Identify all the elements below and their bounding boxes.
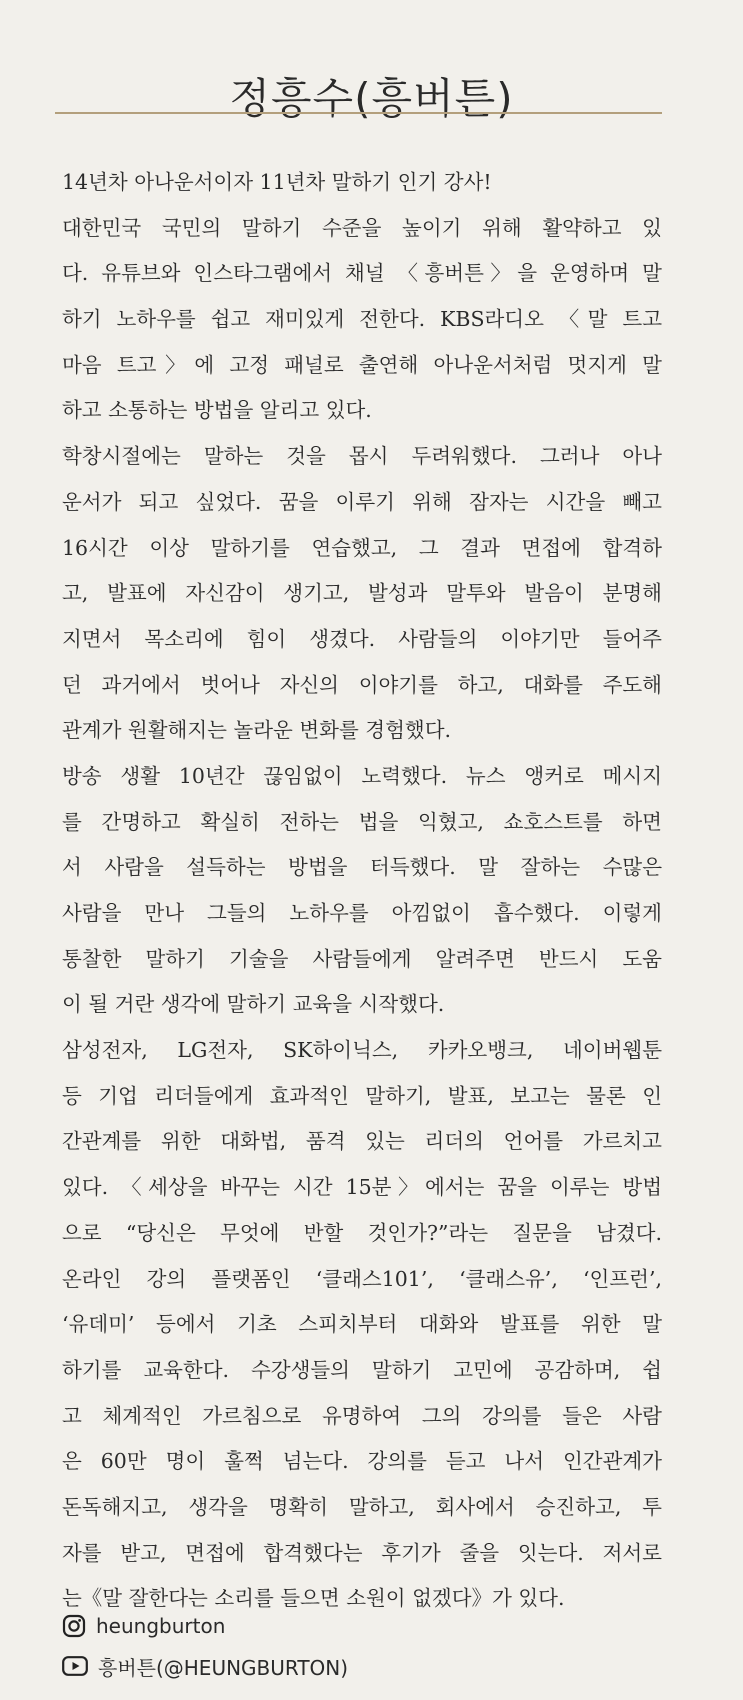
youtube-icon xyxy=(62,1656,88,1676)
youtube-row[interactable] xyxy=(62,1646,662,1686)
bio-line: 돈독해지고, 생각을 명확히 말하고, 회사에서 승진하고, 투 xyxy=(62,1494,662,1519)
bio-line: 하기를 교육한다. 수강생들의 말하기 고민에 공감하며, 쉽 xyxy=(62,1357,662,1382)
bio-line: 고 체계적인 가르침으로 유명하여 그의 강의를 들은 사람 xyxy=(62,1403,662,1428)
bio-line: 방송 생활 10년간 끊임없이 노력했다. 뉴스 앵커로 메시지 xyxy=(62,763,662,788)
bio-line: 하고 소통하는 방법을 알리고 있다. xyxy=(62,398,372,423)
bio-line: 를 간명하고 확실히 전하는 법을 익혔고, 쇼호스트를 하면 xyxy=(62,809,662,834)
bio-line: 마음 트고〉에 고정 패널로 출연해 아나운서처럼 멋지게 말 xyxy=(62,352,662,377)
bio-line: 지면서 목소리에 힘이 생겼다. 사람들의 이야기만 들어주 xyxy=(62,626,662,651)
bio-line: 던 과거에서 벗어나 자신의 이야기를 하고, 대화를 주도해 xyxy=(62,672,662,697)
bio-line: 서 사람을 설득하는 방법을 터득했다. 말 잘하는 수많은 xyxy=(62,855,662,880)
instagram-row[interactable] xyxy=(62,1606,662,1646)
bio-line: 대한민국 국민의 말하기 수준을 높이기 위해 활약하고 있 xyxy=(62,215,662,240)
youtube-handle[interactable]: 흥버튼(@HEUNGBURTON) xyxy=(98,1655,349,1680)
bio-line: 16시간 이상 말하기를 연습했고, 그 결과 면접에 합격하 xyxy=(62,535,662,560)
bio-line: 간관계를 위한 대화법, 품격 있는 리더의 언어를 가르치고 xyxy=(62,1129,662,1154)
bio-line: 는《말 잘한다는 소리를 들으면 소원이 없겠다》가 있다. xyxy=(62,1586,565,1611)
social-links xyxy=(62,1606,662,1686)
bio-line: 학창시절에는 말하는 것을 몹시 두려워했다. 그러나 아나 xyxy=(62,444,662,469)
bio-line: 고, 발표에 자신감이 생기고, 발성과 말투와 발음이 분명해 xyxy=(62,581,662,606)
bio-line: 14년차 아나운서이자 11년차 말하기 인기 강사! xyxy=(62,170,492,194)
bio-line: 통찰한 말하기 기술을 사람들에게 알려주면 반드시 도움 xyxy=(62,946,662,971)
bio-line: 자를 받고, 면접에 합격했다는 후기가 줄을 잇는다. 저서로 xyxy=(62,1540,662,1565)
bio-line: 있다. 〈세상을 바꾸는 시간 15분〉에서는 꿈을 이루는 방법 xyxy=(62,1175,662,1200)
bio-line: 으로 “당신은 무엇에 반할 것인가?”라는 질문을 남겼다. xyxy=(62,1220,662,1245)
bio-line: 삼성전자, LG전자, SK하이닉스, 카카오뱅크, 네이버웹툰 xyxy=(62,1038,662,1063)
title-divider xyxy=(55,112,662,114)
instagram-icon xyxy=(62,1614,86,1638)
page-title: 정흥수(흥버튼) xyxy=(229,74,514,124)
bio-line: 하기 노하우를 쉽고 재미있게 전한다. KBS라디오 〈말 트고 xyxy=(62,307,662,332)
bio-line: 다. 유튜브와 인스타그램에서 채널 〈흥버튼〉을 운영하며 말 xyxy=(62,261,662,286)
bio-line: 이 될 거란 생각에 말하기 교육을 시작했다. xyxy=(62,992,445,1017)
bio-line: 사람을 만나 그들의 노하우를 아낌없이 흡수했다. 이렇게 xyxy=(62,901,662,925)
instagram-handle[interactable]: heungburton xyxy=(96,1614,226,1638)
bio-line: 관계가 원활해지는 놀라운 변화를 경험했다. xyxy=(62,718,452,743)
bio-line: 온라인 강의 플랫폼인 ‘클래스101’, ‘클래스유’, ‘인프런’, xyxy=(62,1266,662,1291)
bio-line: 운서가 되고 싶었다. 꿈을 이루기 위해 잠자는 시간을 빼고 xyxy=(62,489,662,514)
bio-line: 등 기업 리더들에게 효과적인 말하기, 발표, 보고는 물론 인 xyxy=(62,1083,662,1108)
bio-line: ‘유데미’ 등에서 기초 스피치부터 대화와 발표를 위한 말 xyxy=(62,1312,662,1337)
bio-line: 은 60만 명이 훌쩍 넘는다. 강의를 듣고 나서 인간관계가 xyxy=(62,1449,662,1474)
bio-body xyxy=(62,160,662,1622)
